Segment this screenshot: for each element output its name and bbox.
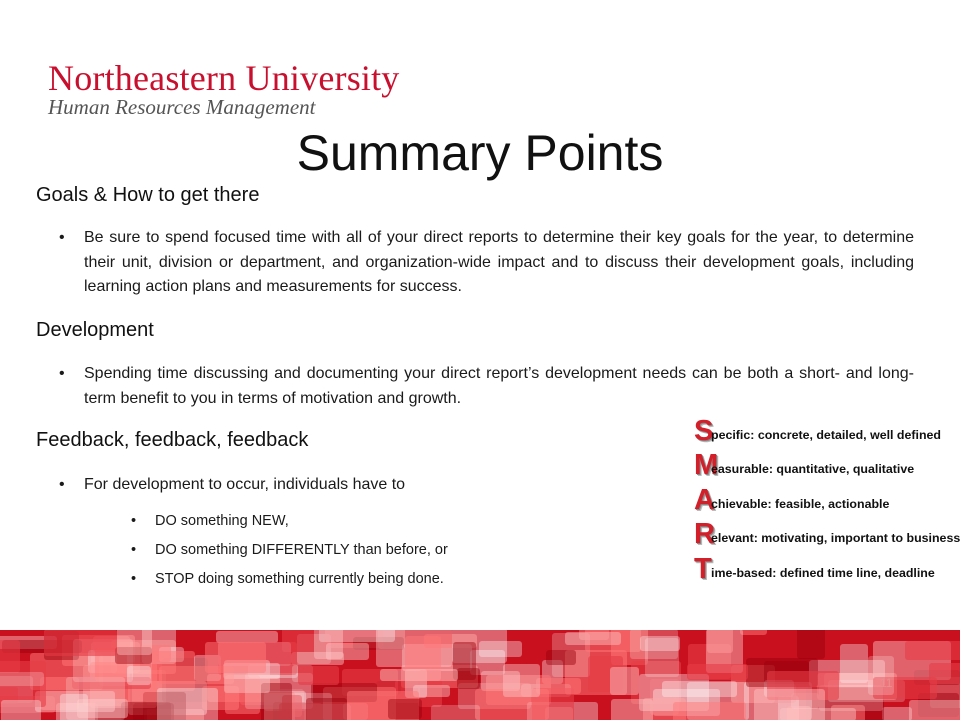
footer-tile bbox=[117, 630, 152, 655]
smart-goals-graphic bbox=[694, 414, 960, 585]
bullet-goals bbox=[59, 226, 914, 300]
footer-tile bbox=[611, 699, 652, 720]
smart-text: chievable: feasible, actionable bbox=[711, 496, 890, 511]
bullet-feedback bbox=[59, 473, 584, 498]
slide-title: Summary Points bbox=[296, 125, 664, 181]
bullet-text: Spending time discussing and documenting your direct report’s development needs can be both a short- and long-term benefit to you in terms of motivation and growth. bbox=[84, 365, 914, 407]
footer-tile bbox=[797, 630, 825, 659]
footer-tile bbox=[565, 632, 621, 645]
footer-tile bbox=[630, 630, 678, 659]
bullet-text: STOP doing something currently being done. bbox=[155, 571, 444, 587]
bullet-dot: • bbox=[131, 542, 137, 558]
bullet-dot: • bbox=[131, 513, 137, 529]
university-logo bbox=[48, 58, 400, 118]
bullet-text: DO something DIFFERENTLY than before, or bbox=[155, 542, 448, 558]
footer-tile bbox=[882, 707, 913, 720]
footer-tile bbox=[662, 681, 737, 697]
bullet-dot: • bbox=[131, 571, 137, 587]
footer-tile bbox=[909, 700, 960, 720]
footer-tile bbox=[536, 678, 581, 694]
smart-row-relevant bbox=[694, 518, 960, 550]
footer-tile bbox=[380, 669, 458, 681]
sub-bullet bbox=[131, 509, 615, 534]
footer-tile bbox=[1, 700, 41, 720]
section-heading-development: Development bbox=[36, 319, 154, 341]
smart-text: ime-based: defined time line, deadline bbox=[711, 565, 935, 580]
logo-name: Northeastern University bbox=[48, 58, 400, 98]
smart-row-specific bbox=[694, 414, 956, 447]
smart-text: elevant: motivating, important to business bbox=[711, 531, 960, 545]
smart-letter: T bbox=[694, 552, 712, 585]
bullet-development bbox=[59, 362, 914, 411]
smart-row-achievable bbox=[694, 483, 956, 516]
sub-bullet bbox=[131, 567, 615, 592]
footer-tile bbox=[546, 650, 576, 665]
footer-tile bbox=[44, 630, 117, 656]
smart-letter: S bbox=[694, 414, 714, 447]
bullet-dot: • bbox=[59, 476, 65, 493]
footer-tile bbox=[503, 664, 540, 697]
footer-tile bbox=[298, 666, 339, 685]
section-heading-feedback: Feedback, feedback, feedback bbox=[36, 429, 309, 451]
footer-tile bbox=[687, 664, 748, 680]
page-number: 11 bbox=[880, 676, 893, 690]
bullet-text: DO something NEW, bbox=[155, 513, 289, 529]
footer-tile bbox=[314, 630, 342, 659]
footer-tile bbox=[205, 642, 266, 672]
footer-tile bbox=[754, 689, 825, 720]
footer-tile bbox=[388, 699, 422, 719]
smart-letter: M bbox=[694, 449, 719, 481]
smart-letter: A bbox=[694, 483, 715, 516]
bullet-dot: • bbox=[59, 229, 65, 246]
sub-bullet bbox=[131, 538, 615, 563]
bullet-dot: • bbox=[59, 365, 65, 382]
footer-tile bbox=[157, 688, 218, 720]
smart-letter: R bbox=[694, 518, 715, 550]
logo-department: Human Resources Management bbox=[48, 95, 316, 119]
footer-tile bbox=[431, 705, 480, 720]
footer-tile bbox=[306, 698, 347, 720]
smart-text: pecific: concrete, detailed, well defined bbox=[711, 427, 941, 442]
bullet-text: For development to occur, individuals have to bbox=[84, 476, 406, 493]
footer-tile bbox=[127, 666, 151, 686]
footer-tile bbox=[66, 677, 125, 720]
smart-row-time-based bbox=[694, 552, 956, 585]
smart-row-measurable bbox=[694, 449, 956, 481]
footer-tile bbox=[479, 641, 522, 656]
footer-tile bbox=[905, 641, 960, 659]
decorative-footer-pattern bbox=[0, 630, 960, 720]
bullet-text: Be sure to spend focused time with all of your direct reports to determine their key goals for the year, to determine their unit, division or department, and organization-wide impact and to discuss their development goals, including learning action plans and measurements for success. bbox=[84, 229, 914, 295]
footer-tile bbox=[929, 663, 960, 684]
footer-tile bbox=[740, 630, 767, 635]
footer-tile bbox=[610, 667, 639, 695]
section-heading-goals: Goals & How to get there bbox=[36, 184, 260, 206]
footer-tile bbox=[0, 672, 44, 687]
footer-tile bbox=[673, 702, 746, 720]
smart-text: easurable: quantitative, qualitative bbox=[711, 462, 915, 476]
